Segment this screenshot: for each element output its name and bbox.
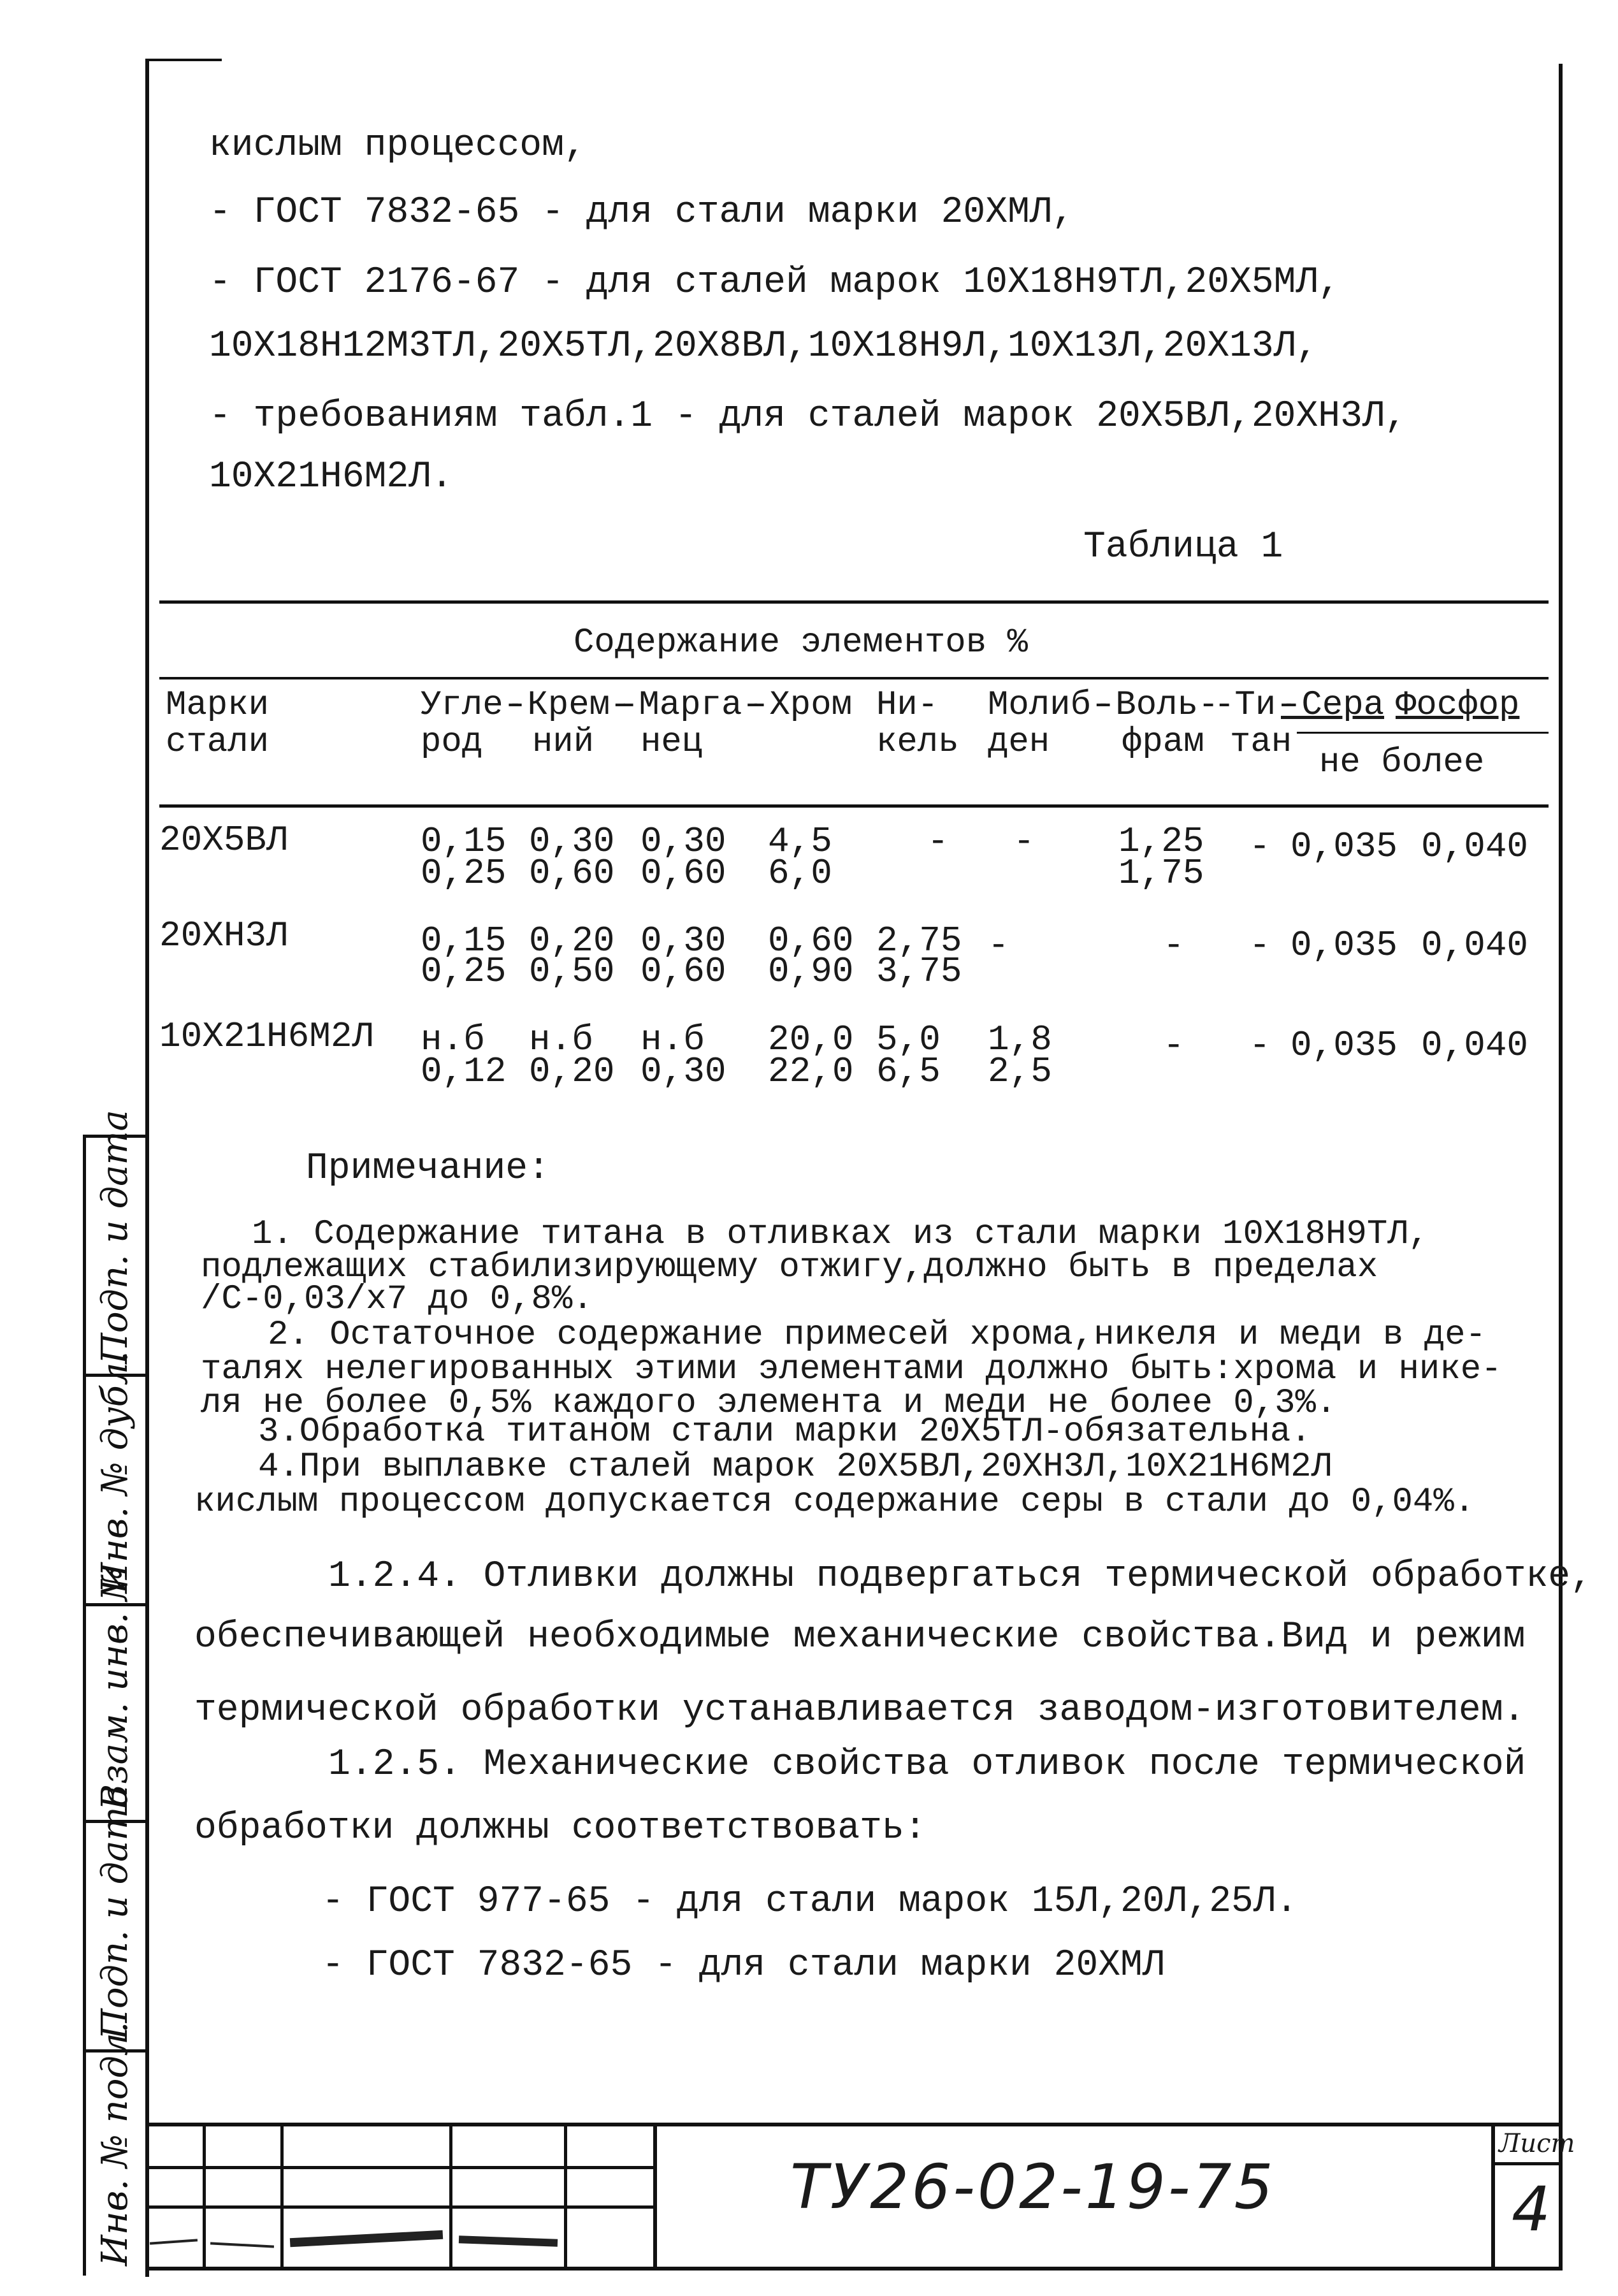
note-4-line-1: 4.При выплавке сталей марок 20Х5ВЛ,20ХН3Л,10Х21Н6М2Л [258,1448,1333,1486]
header-ti-1: -Ти- [1214,686,1297,725]
row-3-ni-min: 5,0 [876,1019,941,1060]
intro-line-3: - ГОСТ 2176-67 - для сталей марок 10Х18Н9ТЛ,20Х5МЛ, [209,262,1341,303]
row-1-w-min: 1,25 [1118,821,1204,862]
row-3-c-max: 0,12 [421,1051,507,1092]
header-ni-2: кель [876,723,959,762]
row-2-cr-max: 0,90 [768,951,854,992]
row-3-mo-max: 2,5 [988,1051,1052,1092]
intro-line-2: - ГОСТ 7832-65 - для стали марки 20ХМЛ, [209,192,1074,233]
row-3-ni-max: 6,5 [876,1051,941,1092]
note-1-line-2: подлежащих стабилизирующему отжигу,должно быть в пределах [201,1248,1378,1287]
header-si-2: ний [532,723,595,762]
list-item-1: - ГОСТ 977-65 - для стали марок 15Л,20Л,25Л. [322,1881,1298,1922]
para-124-line-1: 1.2.4. Отливки должны подвергаться термической обработке, [328,1556,1593,1597]
row-1-w-max: 1,75 [1118,853,1204,894]
intro-line-1: кислым процессом, [209,125,586,166]
note-2-line-2: талях нелегированных этими элементами должно быть:хрома и нике- [201,1350,1502,1389]
header-limit: не более [1319,743,1485,782]
header-p-1: Фосфор [1396,686,1520,725]
row-1-cr-max: 6,0 [768,853,832,894]
row-2-p: 0,040 [1421,925,1529,966]
row-1-mn-min: 0,30 [640,821,726,862]
row-2-mn-min: 0,30 [640,920,726,961]
row-3-si-max: 0,20 [529,1051,615,1092]
side-label-orig-inv: Инв. № подл. [94,2021,136,2266]
header-mn-2: нец [640,723,703,762]
row-2-mo: - [988,925,1009,966]
row-3-ti: - [1249,1025,1271,1066]
row-1-p: 0,040 [1421,826,1529,867]
row-1-mn-max: 0,60 [640,853,726,894]
note-title: Примечание: [306,1148,550,1189]
side-label-replace-inv: Взам. инв. № [94,1567,136,1810]
header-ni-1: Ни- [876,686,939,725]
row-2-ni-max: 3,75 [876,951,962,992]
row-1-ti: - [1249,826,1271,867]
para-124-line-2: обеспечивающей необходимые механические свойства.Вид и режим [194,1617,1526,1658]
row-1-mo: - [1013,821,1035,862]
row-2-cr-min: 0,60 [768,920,854,961]
sheet-label: Лист [1499,2129,1575,2158]
header-si-1: -Крем- [507,686,631,725]
row-1-c-min: 0,15 [421,821,507,862]
note-4-line-2: кислым процессом допускается содержание серы в стали до 0,04%. [194,1483,1475,1522]
header-c-2: род [421,723,483,762]
row-3-cr-min: 20,0 [768,1019,854,1060]
document-code: ТУ26-02-19-75 [790,2151,1276,2223]
note-3-line-1: 3.Обработка титаном стали марки 20Х5ТЛ-обязательна. [258,1413,1311,1451]
row-3-cr-max: 22,0 [768,1051,854,1092]
header-mn-1: -Марга- [618,686,763,725]
row-2-mark: 20ХН3Л [159,915,288,956]
row-2-ti: - [1249,925,1271,966]
row-2-si-min: 0,20 [529,920,615,961]
para-124-line-3: термической обработки устанавливается заводом-изготовителем. [194,1690,1526,1731]
row-3-mo-min: 1,8 [988,1019,1052,1060]
signature-scribble-4 [459,2235,558,2246]
signature-scribble-1 [150,2239,198,2244]
signature-scribble-2 [210,2242,274,2248]
header-s-1: -Сера [1281,686,1385,725]
row-1-c-max: 0,25 [421,853,507,894]
row-2-mn-max: 0,60 [640,951,726,992]
note-2-line-3: ля не более 0,5% каждого элемента и меди не более 0,3%. [201,1384,1337,1423]
intro-line-6: 10Х21Н6М2Л. [209,456,453,498]
table-caption: Таблица 1 [1083,527,1283,568]
header-mark-1: Марки [166,686,270,725]
header-w-1: -Воль- [1095,686,1219,725]
row-3-mark: 10Х21Н6М2Л [159,1016,374,1057]
row-2-c-min: 0,15 [421,920,507,961]
row-3-mn-min: н.б [640,1019,705,1060]
row-1-s: 0,035 [1290,826,1398,867]
header-mo-2: ден [988,723,1050,762]
list-item-2: - ГОСТ 7832-65 - для стали марки 20ХМЛ [322,1945,1165,1986]
row-2-c-max: 0,25 [421,951,507,992]
row-2-w: - [1163,925,1185,966]
signature-scribble-3 [290,2230,443,2248]
row-3-p: 0,040 [1421,1025,1529,1066]
header-c-1: Угле- [421,686,524,725]
sheet-number: 4 [1512,2174,1551,2245]
intro-line-4: 10Х18Н12М3ТЛ,20Х5ТЛ,20Х8ВЛ,10Х18Н9Л,10Х13Л,20Х13Л, [209,326,1318,367]
row-3-w: - [1163,1025,1185,1066]
row-3-s: 0,035 [1290,1025,1398,1066]
intro-line-5: - требованиям табл.1 - для сталей марок 20Х5ВЛ,20ХН3Л, [209,396,1407,437]
table-group-header: Содержание элементов % [574,623,1028,662]
row-1-ni: - [927,821,949,862]
header-mark-2: стали [166,723,270,762]
side-label-sign-date-1: Подп. и дата [94,1110,136,1364]
note-1-line-3: /С-0,03/х7 до 0,8%. [201,1280,593,1319]
row-1-si-max: 0,60 [529,853,615,894]
note-1-line-1: 1. Содержание титана в отливках из стали марки 10Х18Н9ТЛ, [252,1215,1429,1254]
row-1-si-min: 0,30 [529,821,615,862]
header-cr-1: -Хром [749,686,853,725]
header-ti-2: тан [1230,723,1292,762]
note-2-line-1: 2. Остаточное содержание примесей хрома,никеля и меди в де- [268,1316,1486,1355]
row-3-si-min: н.б [529,1019,593,1060]
header-mo-1: Молиб- [988,686,1112,725]
row-2-si-max: 0,50 [529,951,615,992]
row-3-c-min: н.б [421,1019,485,1060]
para-125-line-2: обработки должны соответствовать: [194,1808,927,1849]
header-w-2: фрам [1122,723,1204,762]
row-2-s: 0,035 [1290,925,1398,966]
para-125-line-1: 1.2.5. Механические свойства отливок после термической [328,1744,1526,1785]
row-3-mn-max: 0,30 [640,1051,726,1092]
row-1-cr-min: 4,5 [768,821,832,862]
side-label-sign-date-2: Подп. и дата [94,1785,136,2040]
side-label-dup-inv: Инв. № дубл. [94,1351,136,1594]
row-1-mark: 20Х5ВЛ [159,820,288,861]
row-2-ni-min: 2,75 [876,920,962,961]
